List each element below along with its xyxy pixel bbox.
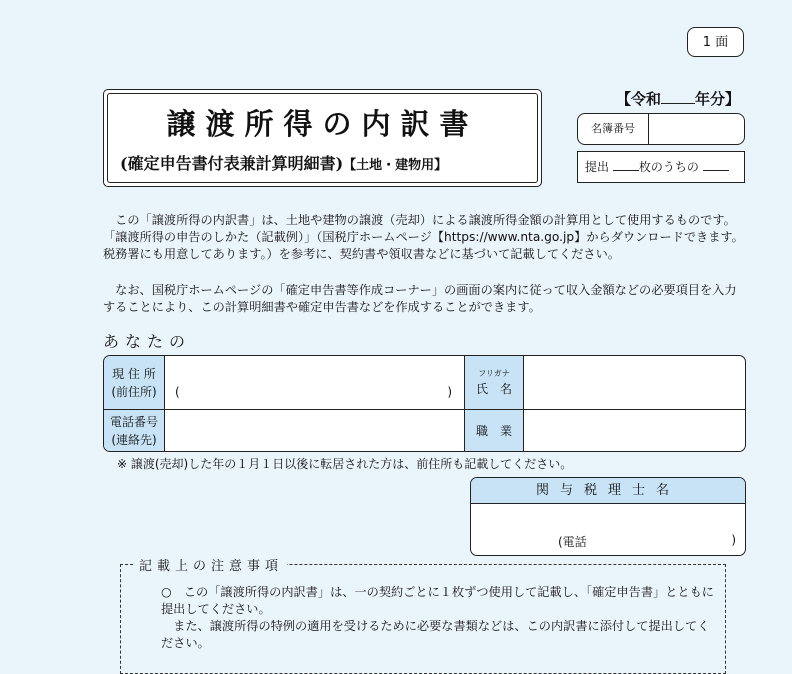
personal-info-table [103,355,746,452]
address-label: 現 住 所 [112,366,156,381]
contact-label: (連絡先) [111,433,157,447]
tax-accountant-input[interactable] [471,504,745,555]
intro-paragraph-2: なお、国税庁ホームページの「確定申告書等作成コーナー」の画面の案内に従って収入金額などの必要項目を入力することにより、この計算明細書や確定申告書などを作成することができます。 [103,283,737,314]
notes-title: 記載上の注意事項 [135,555,287,574]
year-label [616,88,740,109]
submit-middle: 枚のうちの [638,160,699,174]
phone-label: 電話番号 [109,415,158,429]
job-label: 職 業 [475,424,512,438]
submit-count-blank[interactable] [613,158,639,171]
phone-label-cell [104,409,164,452]
job-input[interactable] [524,410,745,452]
job-label-cell [465,409,523,452]
prev-address-paren-open: ( [175,385,180,399]
submit-index-blank[interactable] [703,158,729,171]
title-box [103,89,542,187]
row-divider [104,409,745,410]
tax-accountant-header: 関与税理士名 [471,478,745,504]
prev-address-paren-close: ) [447,385,452,399]
document-title: 譲渡所得の内訳書 [166,107,479,141]
subtitle-tag: 【土地・建物用】 [343,158,448,173]
furigana-label: フリガナ [478,368,510,378]
notes-item-1: ○ この「譲渡所得の内訳書」は、一の契約ごとに１枚ずつ使用して記載し、「確定申告書」とともに提出してください。 [161,585,714,616]
intro-paragraph-1: この「譲渡所得の内訳書」は、土地や建物の譲渡（売却）による譲渡所得金額の計算用として使用するものです。「譲渡所得の申告のしかた（記載例）」（国税庁ホームページ【https://www.nta.go.jp】からダウンロードできます。税務署にも用意してあります。）を参考に、契約書や領収書などに基づいて記載してください。 [103,213,744,261]
tax-accountant-phone-label: (電話 [558,535,587,549]
tax-accountant-phone-close: ) [731,533,736,547]
year-suffix: 年分】 [695,90,741,108]
col-divider-2 [464,356,465,451]
submission-count-field [577,151,745,183]
phone-input[interactable] [165,410,464,452]
year-prefix: 【令和 [616,90,662,108]
col-divider-3 [523,356,524,451]
page-number-badge: 1 面 [687,27,744,57]
document-subtitle [120,151,447,174]
tax-accountant-box [470,477,746,556]
prev-address-label: (前住所) [111,384,157,399]
address-input[interactable] [165,356,464,409]
notes-item-2: また、譲渡所得の特例の適用を受けるために必要な書類などは、この内訳書に添付して提出してください。 [161,619,710,650]
name-label-cell [465,356,523,409]
address-label-cell [104,356,164,409]
notes-box [120,559,726,674]
col-divider-1 [164,356,165,451]
ledger-number-label: 名簿番号 [578,114,649,144]
ledger-number-field[interactable] [577,113,745,145]
year-input[interactable] [661,89,695,104]
address-note: ※ 譲渡(売却)した年の１月１日以後に転居された方は、前住所も記載してください。 [117,457,573,471]
notes-text [161,584,721,652]
name-input[interactable] [524,356,745,409]
subtitle-main: (確定申告書付表兼計算明細書) [120,154,344,173]
name-label: 氏 名 [475,381,512,396]
title-box-inner [107,93,538,183]
section-title: あなたの [103,332,192,351]
submit-prefix: 提出 [585,160,610,174]
